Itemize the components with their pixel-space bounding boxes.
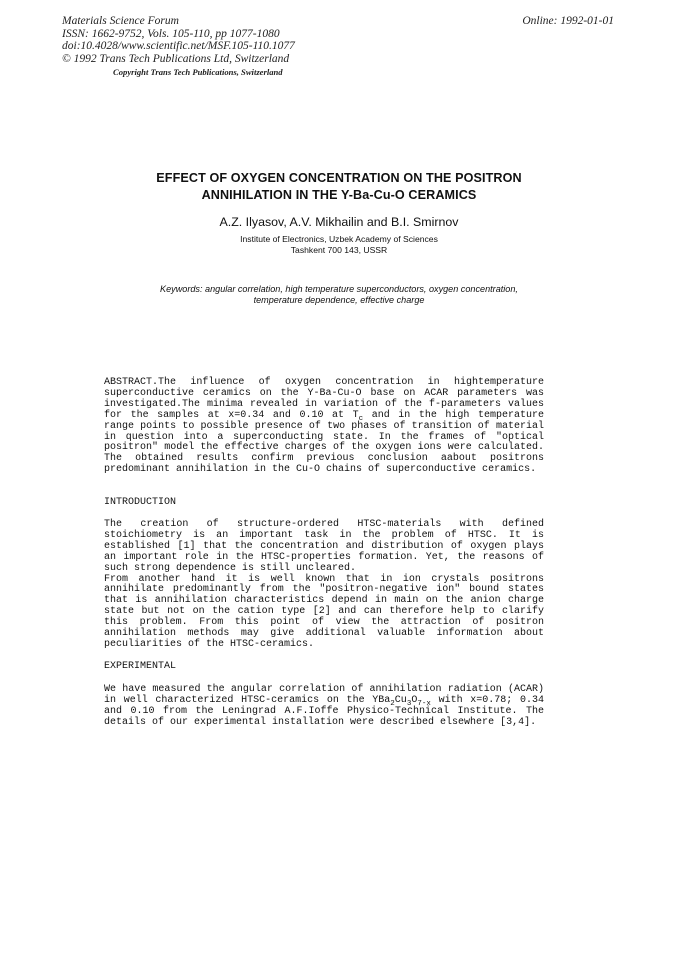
abstract <box>104 378 544 476</box>
experimental-sub-3: 7-x <box>417 699 431 708</box>
introduction-paragraph-2: From another hand it is well known that in ion crystals positrons annihilate predominantly from the "positron-negative ion" bound states that is annihilation characteristics depend in main on the anion charge state but not on the cation type [2] and can therefore help to clarify this problem. From this point of view the attraction of positron annihilation methods may give additional valuable information about peculiarities of the HTSC-ceramics. <box>104 573 544 650</box>
publisher-copyright: Copyright Trans Tech Publications, Switzerland <box>113 67 283 77</box>
experimental-text-4: with x=0.78; 0.34 and 0.10 from the Leningrad A.F.Ioffe Physico-Technical Institute. The details of our experimental installation were described elsewhere [3,4]. <box>104 694 544 728</box>
journal-doi: doi:10.4028/www.scientific.net/MSF.105-110.1077 <box>62 40 295 53</box>
abstract-subscript: c <box>358 414 364 423</box>
affiliation-line-1: Institute of Electronics, Uzbek Academy of Sciences <box>240 234 438 244</box>
journal-header <box>62 15 295 65</box>
experimental-text-2: Cu <box>394 694 407 706</box>
experimental-heading: EXPERIMENTAL <box>104 661 177 672</box>
abstract-text-2: and in the high temperature range points to possible presence of two phases of transition of material in question into a superconducting state. In the frames of "optical positron" model the effective charges of the oxygen ions were calculated. The obtained results confirm previous conclusion aabout positrons predominant annihilation in the Cu-O chains of superconductive ceramics. <box>104 409 545 476</box>
abstract-text-1: ABSTRACT.The influence of oxygen concentration in hightemperature superconductive ceramics on the Y-Ba-Cu-O base on ACAR parameters was investigated.The minima revealed in variation of the f-parameters values for the samples at x=0.34 and 0.10 at T <box>104 377 544 421</box>
experimental-sub-1: 2 <box>390 699 395 708</box>
keywords <box>0 284 678 306</box>
introduction-body <box>104 520 544 651</box>
journal-name: Materials Science Forum <box>62 15 179 27</box>
experimental-body <box>104 685 544 729</box>
paper-title <box>0 170 678 204</box>
authors: A.Z. Ilyasov, A.V. Mikhailin and B.I. Smirnov <box>219 215 459 229</box>
affiliation-line-2: Tashkent 700 143, USSR <box>290 245 388 255</box>
introduction-heading: INTRODUCTION <box>104 497 177 508</box>
experimental-text-3: O <box>411 694 418 706</box>
affiliation <box>0 234 678 256</box>
keywords-line-1: Keywords: angular correlation, high temperature superconductors, oxygen concentration, <box>160 284 518 294</box>
keywords-line-2: temperature dependence, effective charge <box>253 295 425 305</box>
title-line-1: EFFECT OF OXYGEN CONCENTRATION ON THE POSITRON <box>156 171 522 185</box>
title-line-2: ANNIHILATION IN THE Y-Ba-Cu-O CERAMICS <box>201 188 477 202</box>
experimental-text-1: We have measured the angular correlation of annihilation radiation (ACAR) in well characterized HTSC-ceramics on the YBa <box>104 684 544 706</box>
experimental-sub-2: 3 <box>406 699 412 708</box>
online-date: Online: 1992-01-01 <box>522 15 614 27</box>
journal-copyright: © 1992 Trans Tech Publications Ltd, Switzerland <box>62 52 290 65</box>
journal-issn: ISSN: 1662-9752, Vols. 105-110, pp 1077-1080 <box>62 27 280 40</box>
introduction-paragraph-1: The creation of structure-ordered HTSC-materials with defined stoichiometry is an important task in the problem of HTSC. It is established [1] that the concentration and distribution of oxygen plays an important role in the HTSC-properties formation. Yet, the reasons of such strong dependence is still uncleared. <box>104 519 544 574</box>
